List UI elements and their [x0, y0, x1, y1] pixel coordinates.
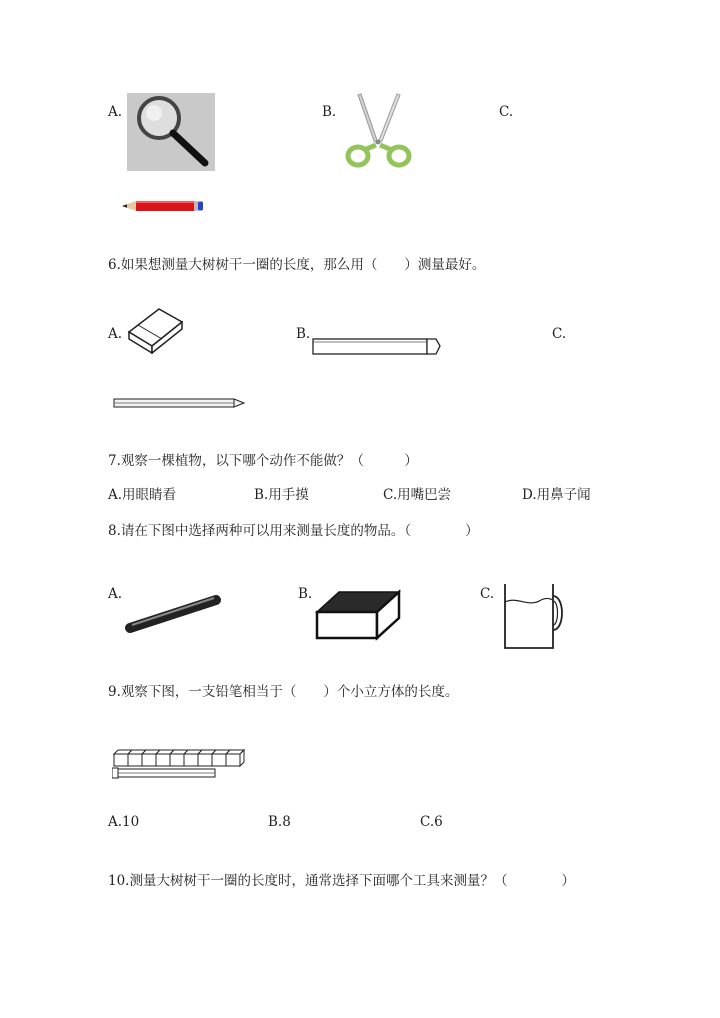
scissors-image — [342, 93, 416, 173]
q8-option-a-label: A. — [108, 586, 123, 602]
rod-image — [124, 590, 224, 638]
q8-option-c-label: C. — [480, 586, 495, 602]
q5-option-a-label: A. — [108, 104, 123, 120]
q6-option-a-label: A. — [108, 326, 123, 342]
q7-question: 7.观察一棵植物，以下哪个动作不能做？（ ） — [108, 453, 418, 469]
q6-question: 6.如果想测量大树树干一圈的长度，那么用（ ）测量最好。 — [108, 257, 486, 273]
q7-option-c: C.用嘴巴尝 — [383, 487, 452, 503]
thread-image — [112, 396, 248, 410]
q5-option-c-label: C. — [499, 104, 514, 120]
cube-face — [212, 754, 226, 766]
magnifying-glass-image — [127, 93, 215, 171]
q10-question: 10.测量大树树干一圈的长度时，通常选择下面哪个工具来测量？（ ） — [108, 873, 575, 889]
pencil-image — [122, 199, 204, 213]
q7-option-b: B.用手摸 — [254, 487, 309, 503]
q9-option-a: A.10 — [108, 814, 140, 830]
q5-option-b-label: B. — [322, 104, 337, 120]
cube-face — [142, 754, 156, 766]
eraser-image — [126, 306, 184, 354]
cube-face — [170, 754, 184, 766]
block-image — [313, 588, 403, 642]
cubes-and-pencil-image — [112, 748, 248, 780]
q7-option-d: D.用鼻子闻 — [522, 487, 591, 503]
q9-option-b: B.8 — [268, 814, 291, 830]
q7-option-a: A.用眼睛看 — [108, 487, 177, 503]
cube-face — [128, 754, 142, 766]
cube-face — [114, 754, 128, 766]
cup-image — [503, 580, 567, 652]
q9-option-c: C.6 — [420, 814, 443, 830]
q6-option-b-label: B. — [296, 326, 311, 342]
ruler-image — [312, 334, 442, 356]
cube-face — [198, 754, 212, 766]
cube-face — [156, 754, 170, 766]
cube-face — [184, 754, 198, 766]
q6-option-c-label: C. — [552, 326, 567, 342]
q8-question: 8.请在下图中选择两种可以用来测量长度的物品。（ ） — [108, 523, 479, 539]
cube-face — [226, 754, 240, 766]
q8-option-b-label: B. — [298, 586, 313, 602]
q9-question: 9.观察下图，一支铅笔相当于（ ）个小立方体的长度。 — [108, 684, 459, 700]
